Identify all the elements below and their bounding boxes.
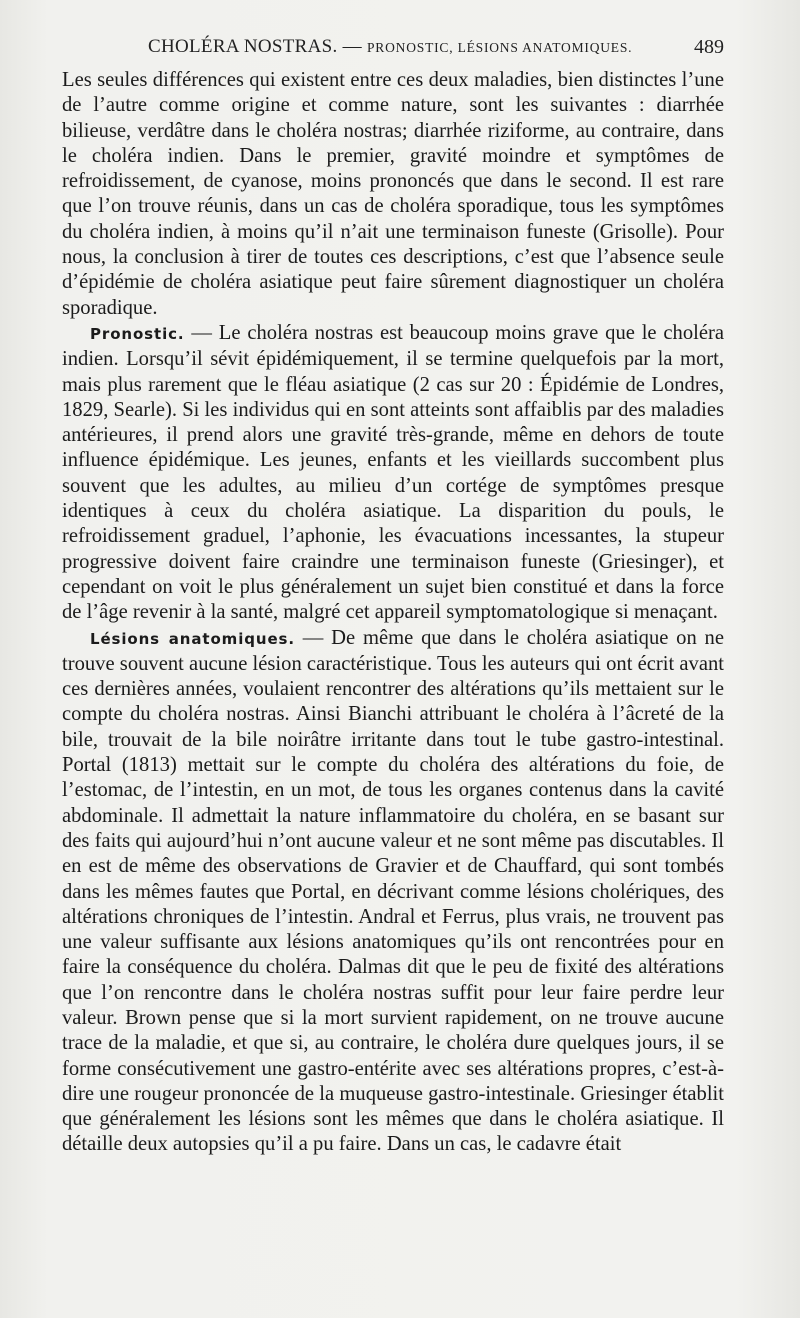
paragraph-text: De même que dans le choléra asiatique on ne trouve souvent aucune lésion caractéristique. Tous les auteurs qui ont écrit avant ces dernières années, voulaient rencontrer des altérations qu’ils mettaient sur le compte du choléra nostras. Ainsi Bianchi attribuant le choléra à l’âcreté de la bile, trouvait de la bile noirâtre irritante dans tout le tube gastro-intestinal. Portal (1813) mettait sur le compte du choléra des altérations du foie, de l’estomac, de l’intestin, en un mot, de tous les organes contenus dans la cavité abdominale. Il admettait la nature inflammatoire du choléra, en se basant sur des faits qui aujourd’hui n’ont aucune valeur et ne sont même pas discutables. Il en est de même des observations de Gravier et de Chauffard, qui sont tombés dans les mêmes fautes que Portal, en décrivant comme lésions cholériques, des altérations chroniques de l’intestin. Andral et Ferrus, plus vrais, ne trouvent pas une valeur suffisante aux lésions anatomiques qu’ils ont rencontrées pour en faire la conséquence du choléra. Dalmas dit que le peu de fixité des altérations que l’on rencontre dans le choléra nostras suffit pour leur faire perdre leur valeur. Brown pense que si la mort survient rapidement, on ne trouve aucune trace de la maladie, et que si, au contraire, le choléra dure quelques jours, il se forme consécutivement une gastro-entérite avec ses altérations propres, c’est-à-dire une rougeur prononcée de la muqueuse gastro-intestinale. Griesinger établit que généralement les lésions sont les mêmes que dans le choléra asiatique. Il détaille deux autopsies qu’il a pu faire. Dans un cas, le cadavre était: [62, 626, 724, 1156]
body-text: [62, 68, 724, 1158]
section-heading-pronostic: Pronostic.: [90, 324, 185, 343]
running-head-separator: —: [342, 36, 362, 57]
paragraph-text: Le choléra nostras est beaucoup moins grave que le choléra indien. Lorsqu’il sévit épidémiquement, il se termine quelquefois par la mort, mais plus rarement que le fléau asiatique (2 cas sur 20 : Épidémie de Londres, 1829, Searle). Si les individus qui en sont atteints sont affaiblis par des maladies antérieures, il prend alors une gravité très-grande, même en dehors de toute influence épidémique. Les jeunes, enfants et les vieillards succombent plus souvent que les adultes, au milieu d’un cortége de symptômes presque identiques à ceux du choléra asiatique. La disparition du pouls, le refroidissement graduel, l’aphonie, les évacuations incessantes, la stupeur progressive doivent faire craindre une terminaison funeste (Griesinger), et cependant on voit le plus généralement un sujet bien constitué et dans la force de l’âge revenir à la santé, malgré cet appareil symptomatologique si menaçant.: [62, 321, 725, 624]
running-head: [62, 34, 724, 60]
running-title: CHOLÉRA NOSTRAS.: [148, 36, 338, 57]
heading-dash: —: [184, 321, 219, 344]
section-heading-lesions: Lésions anatomiques.: [90, 629, 295, 648]
paragraph-differences: [62, 68, 724, 321]
paragraph-lesions: [62, 626, 724, 1158]
heading-dash: —: [294, 626, 332, 649]
running-title-group: [148, 34, 632, 61]
paragraph-text: Les seules différences qui existent entre ces deux maladies, bien distinctes l’une de l’autre comme origine et comme nature, sont les suivantes : diarrhée bilieuse, verdâtre dans le choléra nostras; diarrhée riziforme, au contraire, dans le choléra indien. Dans le premier, gravité moindre et symptômes de refroidissement, de cyanose, moins prononcés que dans le second. Il est rare que l’on trouve réunis, dans un cas de choléra sporadique, tous les symptômes du choléra indien, à moins qu’il n’ait une terminaison funeste (Grisolle). Pour nous, la conclusion à tirer de toutes ces descriptions, c’est que l’absence seule d’épidémie de choléra asiatique peut faire sûrement diagnostiquer un choléra sporadique.: [62, 69, 724, 319]
paragraph-pronostic: [62, 321, 724, 626]
section-title: PRONOSTIC, LÉSIONS ANATOMIQUES.: [367, 40, 633, 55]
page-number: 489: [694, 36, 724, 58]
